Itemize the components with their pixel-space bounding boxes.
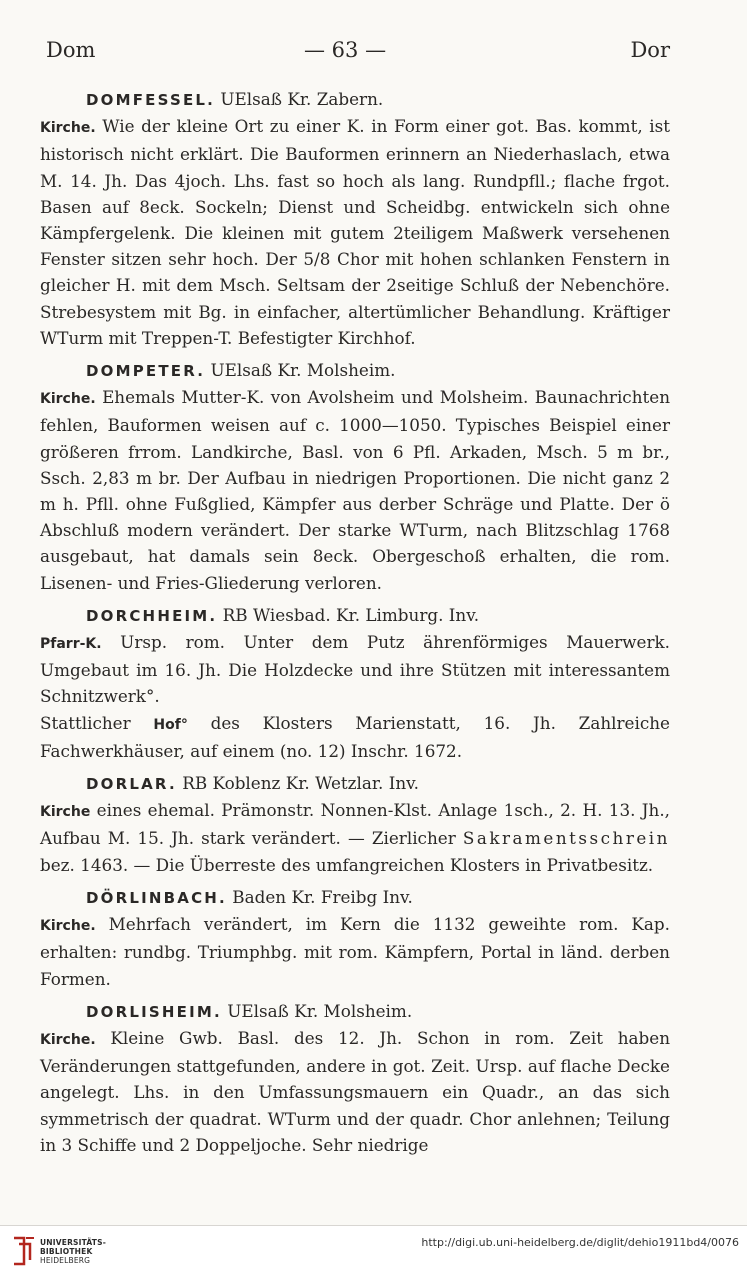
entry-dorlisheim	[40, 998, 670, 1158]
entry-text: Kleine Gwb. Basl. des 12. Jh. Schon in rom. Zeit haben Veränderungen stattgefunden, andere in got. Zeit. Ursp. auf flache Decke angelegt. Lhs. in den Umfassungsmauern ein Quadr., an das sich symmetrisch der quadrat. WTurm und der quadr. Chor anlehnen; Teilung in 3 Schiffe und 2 Doppeljoche. Sehr niedrige	[40, 1027, 671, 1155]
entry-label: Kirche.	[40, 391, 96, 408]
entry-text: Mehrfach verändert, im Kern die 1132 geweihte rom. Kap. erhalten: rundbg. Triumphbg. mit rom. Kämpfern, Portal in länd. derben Formen.	[40, 914, 670, 989]
entry-dompeter	[40, 357, 670, 596]
place-name: DORCHHEIM.	[86, 606, 218, 625]
entry-label: Kirche.	[40, 918, 96, 935]
entry-text-secondary: des Klosters Marienstatt, 16. Jh. Zahlreiche Fachwerkhäuser, auf einem (no. 12) Inschr. 1672.	[40, 712, 670, 761]
entry-text-pre: Stattlicher	[40, 712, 131, 733]
entry-doerlinbach	[40, 884, 670, 992]
entry-dorchheim	[40, 602, 670, 764]
entry-label: Kirche.	[40, 1031, 96, 1048]
entry-headline	[40, 998, 670, 1025]
running-head	[46, 38, 670, 66]
place-location: UElsaß Kr. Molsheim.	[210, 360, 396, 381]
permalink-url[interactable]: http://digi.ub.uni-heidelberg.de/diglit/dehio1911bd4/0076	[421, 1236, 739, 1249]
entry-label: Kirche	[40, 804, 91, 821]
entry-body	[40, 1025, 670, 1158]
place-location: UElsaß Kr. Molsheim.	[227, 1000, 413, 1021]
place-name: DOMFESSEL.	[86, 91, 216, 109]
entry-headline	[40, 86, 670, 113]
place-location: RB Wiesbad. Kr. Limburg. Inv.	[222, 604, 480, 625]
library-line: HEIDELBERG	[40, 1256, 91, 1265]
entry-text: eines ehemal. Prämonstr. Nonnen-Klst. Anlage 1sch., 2. H. 13. Jh., Aufbau M. 15. Jh. stark verändert. — Zierlicher	[40, 800, 670, 849]
entry-body	[40, 797, 670, 878]
entry-label: Kirche.	[40, 120, 96, 137]
entry-spaced-term: Sakramentsschrein	[462, 828, 670, 849]
entry-headline	[40, 602, 670, 629]
entry-text: Wie der kleine Ort zu einer K. in Form einer got. Bas. kommt, ist historisch nicht erklärt. Die Bauformen erinnern an Niederhaslach, etwa M. 14. Jh. Das 4joch. Lhs. fast so hoch als lang. Rundpfll.; flache frgot. Basen auf 8eck. Sockeln; Dienst und Scheidbg. entwickeln sich ohne Kämpfergelenk. Die kleinen mit gutem 2teiligem Maßwerk versehenen Fenster sitzen sehr hoch. Der 5/8 Chor mit hohen schlanken Fenstern in gleicher H. mit dem Msch. Seltsam der 2seitige Schluß der Nebenchöre. Strebesystem mit Bg. in einfacher, altertümlicher Behandlung. Kräftiger WTurm mit Treppen-T. Befestigter Kirchhof.	[40, 116, 670, 348]
library-line: BIBLIOTHEK	[40, 1247, 93, 1256]
place-location: Baden Kr. Freibg Inv.	[232, 886, 413, 907]
entry-body-secondary	[40, 710, 670, 764]
entry-body	[40, 113, 670, 351]
place-name: DORLAR.	[86, 775, 177, 794]
entry-body	[40, 384, 670, 596]
entry-text: Ehemals Mutter-K. von Avolsheim und Molsheim. Baunachrichten fehlen, Bauformen weisen auf c. 1000—1050. Typisches Beispiel einer größeren frrom. Landkirche, Basl. von 6 Pfl. Arkaden, Msch. 5 m br., Ssch. 2,83 m br. Der Aufbau in niedrigen Proportionen. Die nicht ganz 2 m h. Pfll. ohne Fußglied, Kämpfer aus derber Schräge und Platte. Der ö Abschluß modern verändert. Der starke WTurm, nach Blitzschlag 1768 ausgebaut, hat damals sein 8eck. Obergeschoß erhalten, die rom. Lisenen- und Fries-Gliederung verloren.	[40, 387, 670, 593]
library-logo-icon	[10, 1234, 36, 1268]
page-body	[40, 86, 670, 1164]
place-location: UElsaß Kr. Zabern.	[220, 89, 384, 109]
place-location: RB Koblenz Kr. Wetzlar. Inv.	[182, 773, 419, 794]
entry-text-continued: bez. 1463. — Die Überreste des umfangreichen Klosters in Privatbesitz.	[40, 854, 654, 875]
entry-label-secondary: Hof°	[153, 716, 188, 733]
page-number: — 63 —	[304, 38, 387, 62]
running-head-right: Dor	[630, 38, 670, 62]
place-name: DORLISHEIM.	[86, 1002, 222, 1021]
entry-headline	[40, 357, 670, 384]
place-name: DOMPETER.	[86, 362, 206, 381]
entry-domfessel	[40, 86, 670, 351]
library-name	[40, 1238, 106, 1265]
entry-body	[40, 911, 670, 992]
entry-body	[40, 629, 670, 710]
place-name: DÖRLINBACH.	[86, 888, 227, 907]
footer-bar	[0, 1225, 747, 1277]
entry-label: Pfarr-K.	[40, 636, 102, 653]
entry-dorlar	[40, 770, 670, 878]
entry-text: Ursp. rom. Unter dem Putz ährenförmiges Mauerwerk. Umgebaut im 16. Jh. Die Holzdecke und ihre Stützen mit interessantem Schnitzwerk°.	[40, 632, 670, 707]
running-head-left: Dom	[46, 38, 96, 62]
library-line: UNIVERSITÄTS-	[40, 1238, 107, 1247]
entry-headline	[40, 884, 670, 911]
entry-headline	[40, 770, 670, 797]
